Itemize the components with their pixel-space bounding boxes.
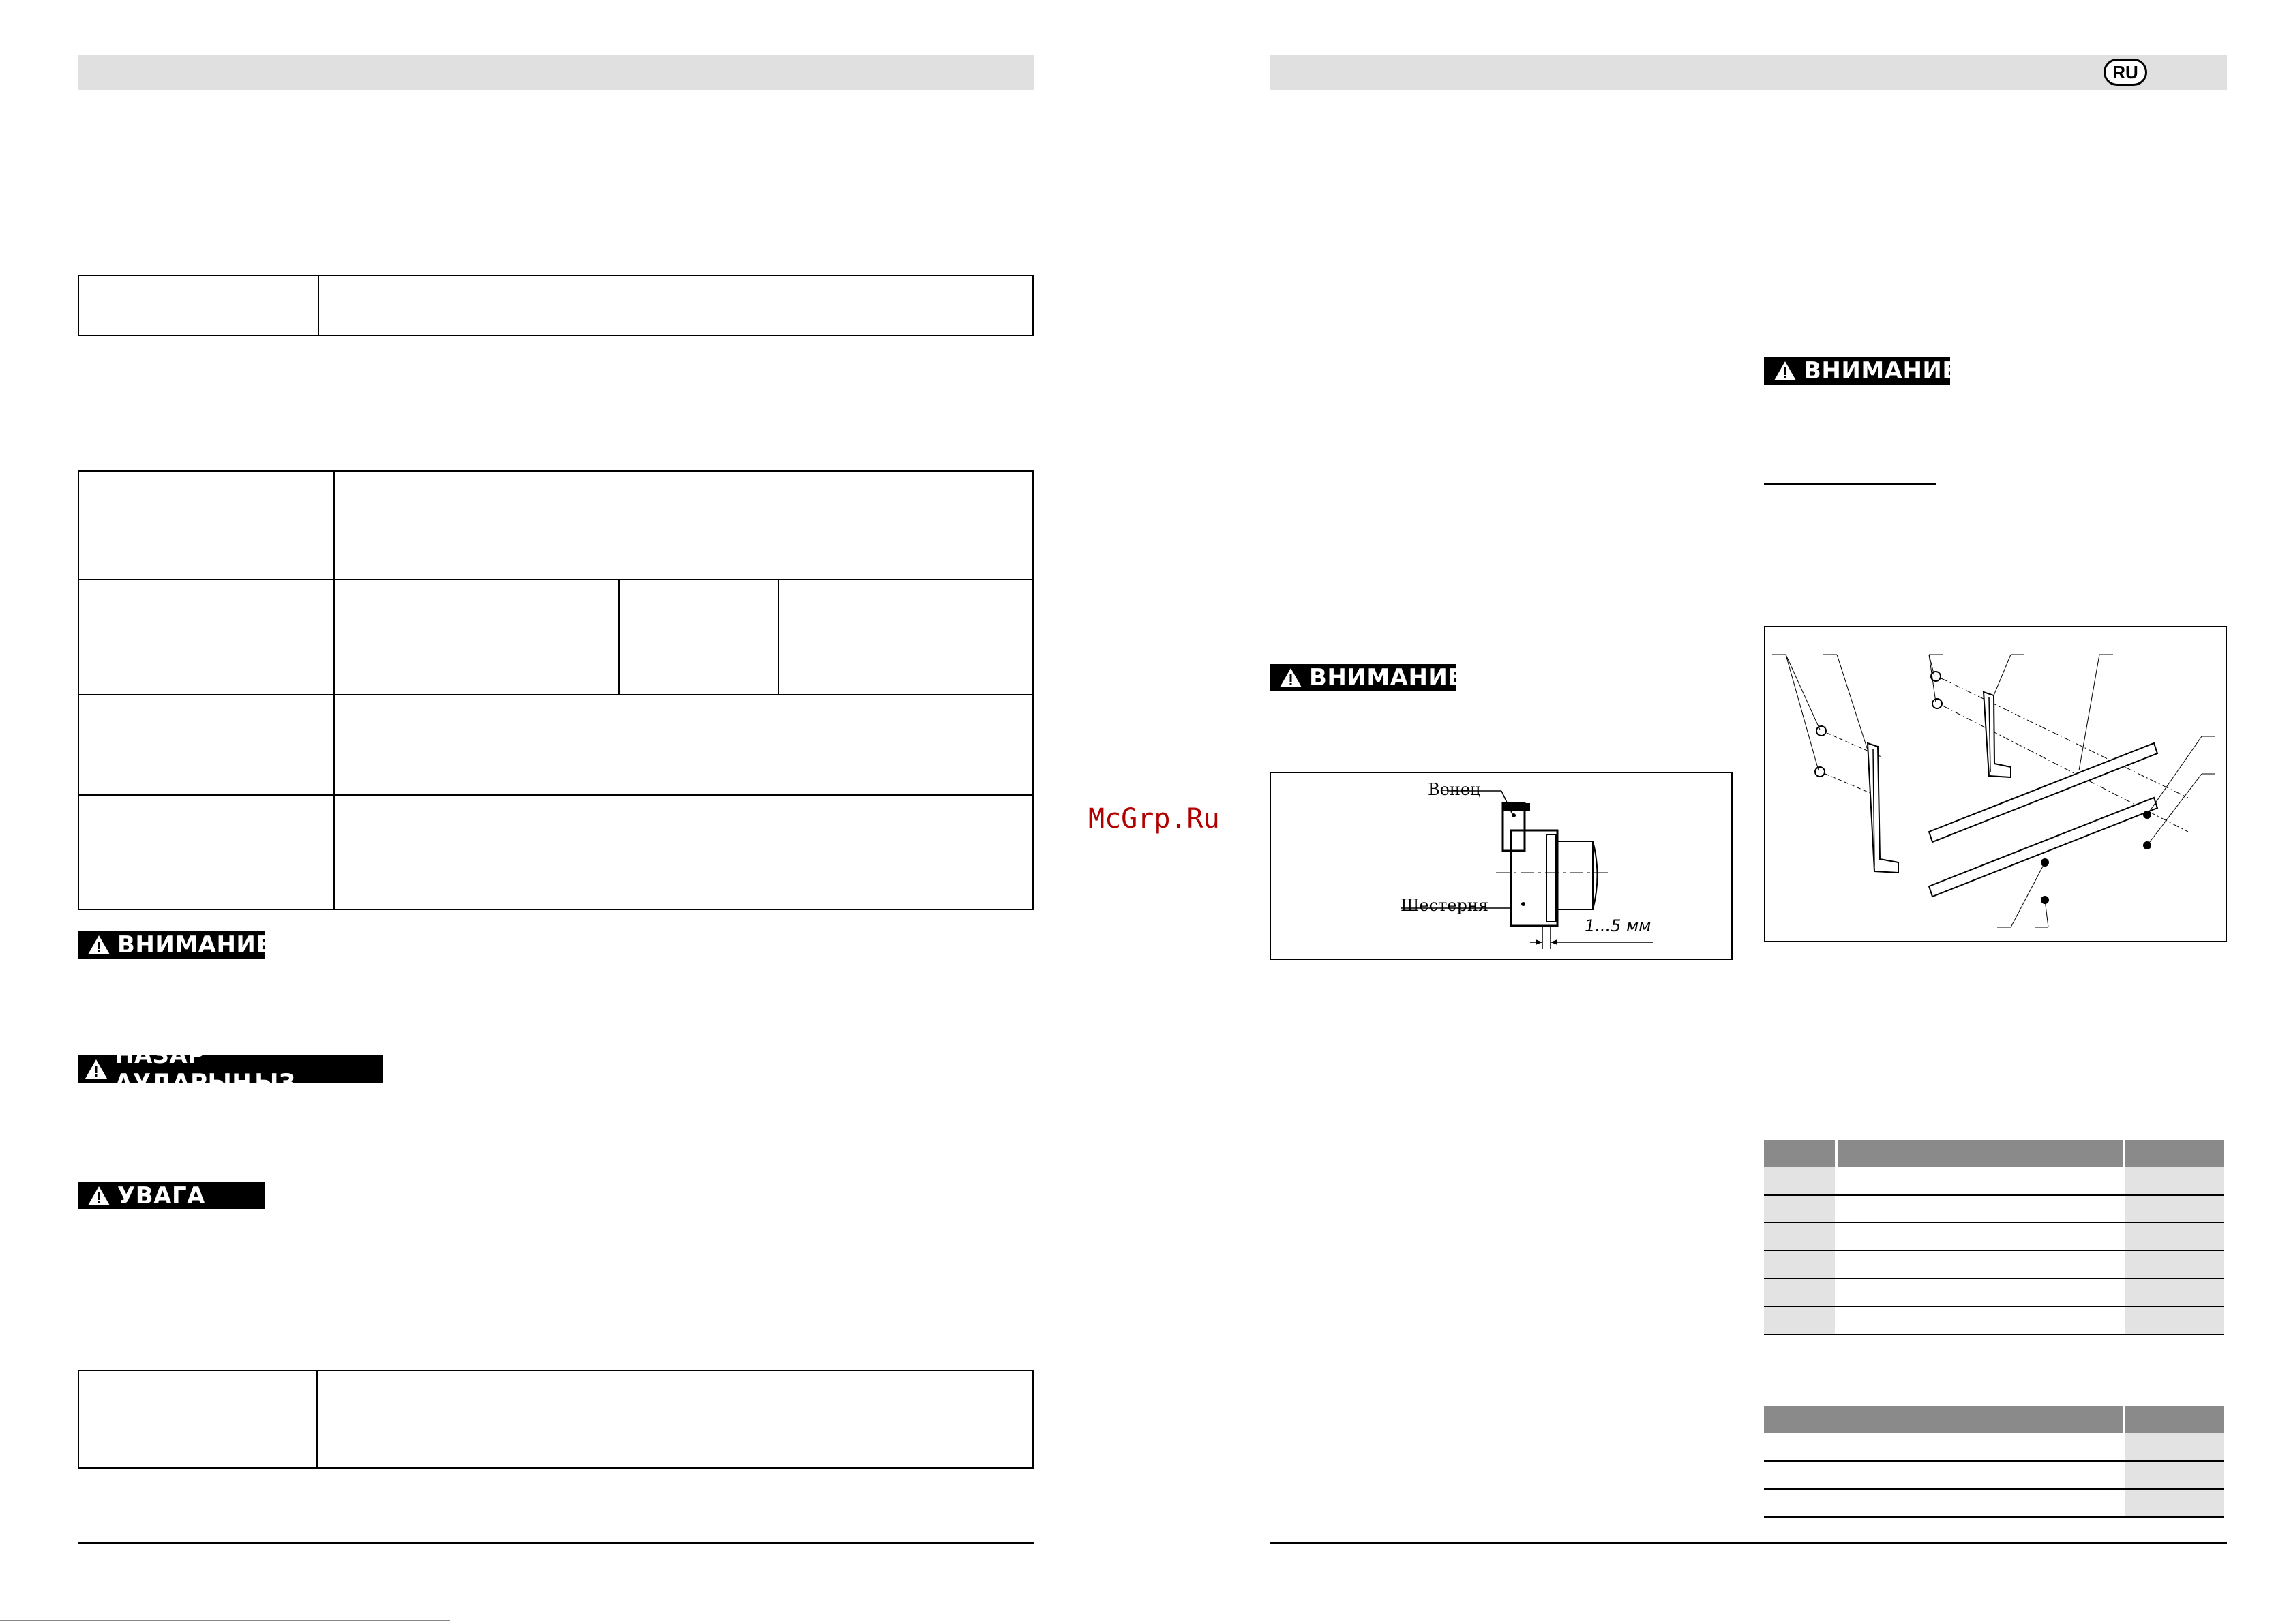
warning-badge-label: ВНИМАНИЕ bbox=[1804, 357, 1959, 385]
parts-table-2-col2 bbox=[2125, 1433, 2224, 1518]
warning-badge-label: ВНИМАНИЕ bbox=[1309, 664, 1465, 691]
left-table-1 bbox=[78, 275, 1034, 336]
gear-diagram bbox=[1271, 773, 1731, 959]
underline-heading bbox=[1764, 483, 1936, 485]
left-table-3 bbox=[78, 1370, 1034, 1469]
right-footer-rule bbox=[1270, 1542, 2227, 1544]
label-crown: Венец bbox=[1428, 780, 1481, 799]
parts-table-1-col3 bbox=[2125, 1167, 2224, 1335]
warning-triangle-icon bbox=[85, 1059, 108, 1079]
label-gear: Шестерня bbox=[1401, 896, 1489, 915]
warning-badge-vnimanie-right-top bbox=[1764, 357, 1959, 385]
left-footer-rule bbox=[78, 1542, 1034, 1544]
parts-table-2 bbox=[1764, 1406, 2224, 1518]
bracket-diagram bbox=[1765, 627, 2226, 941]
left-bottom-edge-line bbox=[0, 1620, 450, 1621]
warning-triangle-icon bbox=[1279, 667, 1302, 688]
watermark-text: McGrp.Ru bbox=[1088, 803, 1220, 834]
right-header-bar bbox=[1270, 55, 2227, 90]
warning-badge-nazar bbox=[78, 1042, 383, 1096]
left-header-bar bbox=[78, 55, 1034, 90]
figure-gear-gap bbox=[1270, 772, 1733, 960]
parts-table-1-col1 bbox=[1764, 1167, 1835, 1335]
figure-bracket-assembly bbox=[1764, 626, 2227, 942]
warning-badge-vnimanie bbox=[78, 931, 273, 959]
parts-table-1-header bbox=[1764, 1140, 2224, 1167]
warning-triangle-icon bbox=[1774, 361, 1797, 381]
label-gap: 1...5 мм bbox=[1585, 916, 1651, 935]
warning-badge-vnimanie-right-left bbox=[1270, 664, 1465, 691]
language-badge: RU bbox=[2104, 59, 2147, 86]
left-table-2 bbox=[78, 470, 1034, 910]
warning-badge-label: НАЗАР АУДАРЫҢЫЗ bbox=[115, 1042, 296, 1096]
warning-badge-label: УВАГА bbox=[117, 1182, 205, 1209]
warning-triangle-icon bbox=[87, 1186, 110, 1206]
warning-triangle-icon bbox=[87, 935, 110, 955]
warning-badge-uvaga bbox=[78, 1182, 265, 1209]
warning-badge-label: ВНИМАНИЕ bbox=[117, 931, 273, 959]
parts-table-1 bbox=[1764, 1140, 2224, 1335]
parts-table-2-header bbox=[1764, 1406, 2224, 1433]
